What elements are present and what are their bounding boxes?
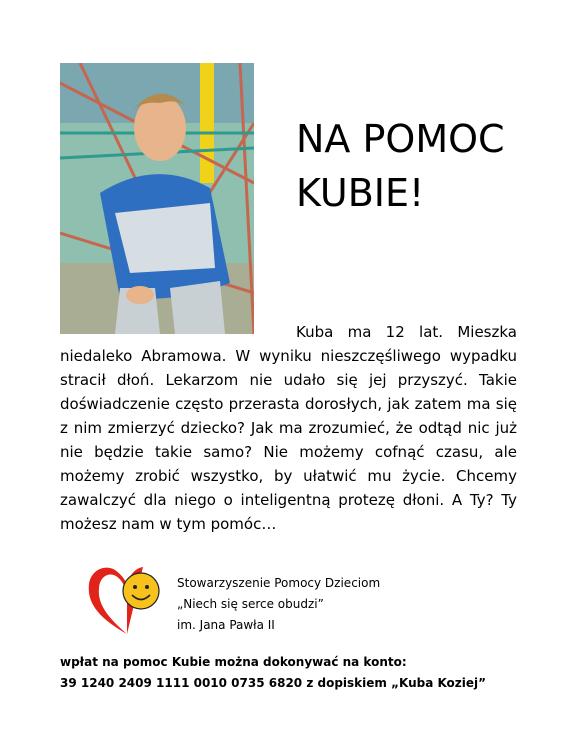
organization-patron: im. Jana Pawła II <box>177 618 275 632</box>
organization-name: Stowarzyszenie Pomocy Dzieciom <box>177 576 381 590</box>
donation-info <box>60 652 486 694</box>
page-title <box>296 112 546 220</box>
title-line-1: NA POMOC <box>296 117 505 161</box>
heart-smiley-logo <box>87 562 165 636</box>
title-line-2: KUBIE! <box>296 171 425 215</box>
donation-line-1: wpłat na pomoc Kubie można dokonywać na konto: <box>60 655 407 669</box>
bank-account-line: 39 1240 2409 1111 0010 0735 6820 z dopiskiem „Kuba Koziej” <box>60 676 487 690</box>
organization-info <box>177 573 380 636</box>
boy-photo <box>60 63 254 334</box>
heart-smiley-icon <box>87 562 165 636</box>
boy-photo-illustration <box>60 63 254 334</box>
organization-motto: „Niech się serce obudzi” <box>177 597 324 611</box>
body-paragraph: Kuba ma 12 lat. Mieszka niedaleko Abramowa. W wyniku nieszczęśliwego wypadku stracił dłoń. Lekarzom nie udało się jej przyszyć. Takie doświadczenie często przerasta dorosłych, jak zatem ma się z nim zmierzyć dziecko? Jak ma zrozumieć, że odtąd nic już nie będzie takie samo? Nie możemy cofnąć czasu, ale możemy zrobić wszystko, by ułatwić mu życie. Chcemy zawalczyć dla niego o inteligentną protezę dłoni. A Ty? Ty możesz nam w tym pomóc… <box>60 323 517 533</box>
